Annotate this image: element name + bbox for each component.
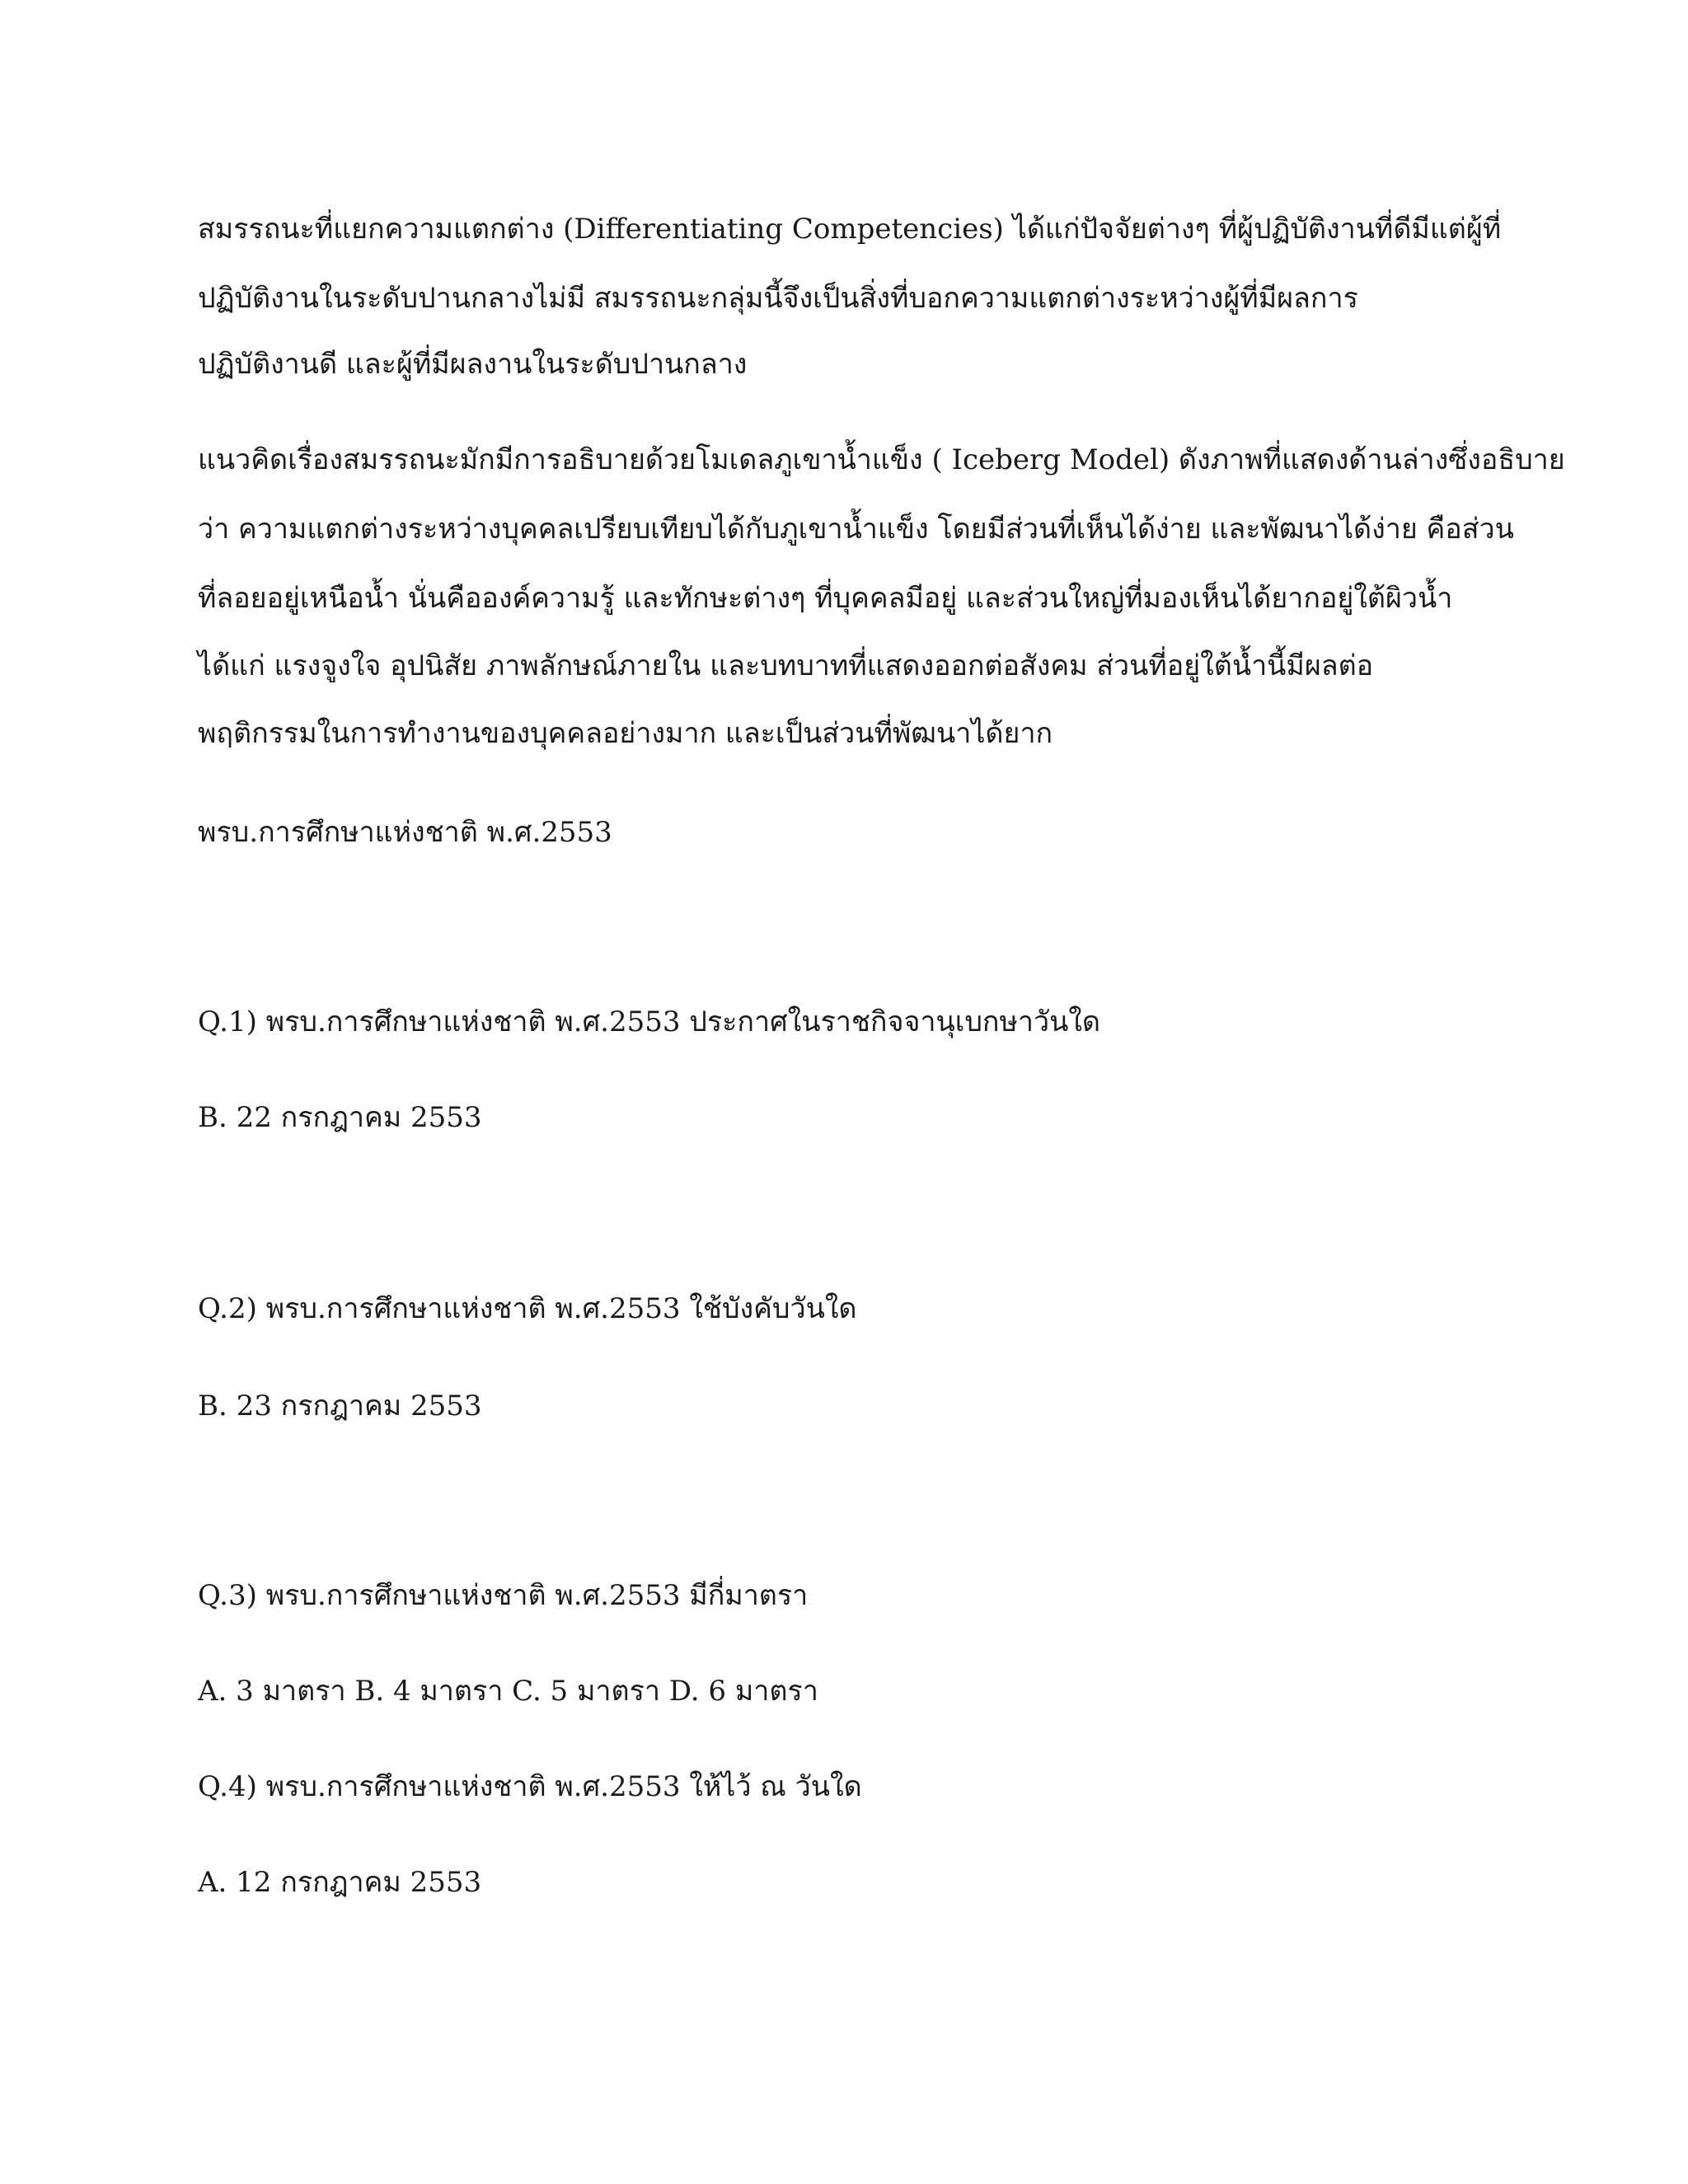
paragraph-1-line-3: ปฏิบัติงานดี และผู้ที่มีผลงานในระดับปานกลาง: [198, 348, 748, 381]
question-1: Q.1) พรบ.การศึกษาแห่งชาติ พ.ศ.2553 ประกาศในราชกิจจานุเบกษาวันใด: [198, 1005, 1101, 1038]
answer-3: A. 3 มาตรา B. 4 มาตรา C. 5 มาตรา D. 6 มาตรา: [198, 1675, 818, 1708]
paragraph-2-line-2: ว่า ความแตกต่างระหว่างบุคคลเปรียบเทียบได้กับภูเขาน้ำแข็ง โดยมีส่วนที่เห็นได้ง่าย และพัฒนาได้ง่าย คือส่วน: [198, 513, 1514, 546]
answer-1: B. 22 กรกฎาคม 2553: [198, 1101, 482, 1134]
question-3: Q.3) พรบ.การศึกษาแห่งชาติ พ.ศ.2553 มีกี่มาตรา: [198, 1579, 809, 1612]
paragraph-1-line-2: ปฏิบัติงานในระดับปานกลางไม่มี สมรรถนะกลุ่มนี้จึงเป็นสิ่งที่บอกความแตกต่างระหว่างผู้ที่มีผลการ: [198, 282, 1358, 315]
question-4: Q.4) พรบ.การศึกษาแห่งชาติ พ.ศ.2553 ให้ไว้ ณ วันใด: [198, 1770, 862, 1803]
paragraph-1-line-1: สมรรถนะที่แยกความแตกต่าง (Differentiating Competencies) ได้แก่ปัจจัยต่างๆ ที่ผู้ปฏิบัติงานที่ดีมีแต่ผู้ที่: [198, 213, 1502, 246]
paragraph-2-line-3: ที่ลอยอยู่เหนือน้ำ นั่นคือองค์ความรู้ และทักษะต่างๆ ที่บุคคลมีอยู่ และส่วนใหญ่ที่มองเห็นได้ยากอยู่ใต้ผิวน้ำ: [198, 582, 1453, 615]
paragraph-2-line-1: แนวคิดเรื่องสมรรถนะมักมีการอธิบายด้วยโมเดลภูเขาน้ำแข็ง ( Iceberg Model) ดังภาพที่แสดงด้านล่างซึ่งอธิบาย: [198, 443, 1565, 476]
question-2: Q.2) พรบ.การศึกษาแห่งชาติ พ.ศ.2553 ใช้บังคับวันใด: [198, 1292, 857, 1325]
paragraph-2-line-5: พฤติกรรมในการทำงานของบุคคลอย่างมาก และเป็นส่วนที่พัฒนาได้ยาก: [198, 717, 1053, 750]
paragraph-2-line-4: ได้แก่ แรงจูงใจ อุปนิสัย ภาพลักษณ์ภายใน และบทบาทที่แสดงออกต่อสังคม ส่วนที่อยู่ใต้น้ำนี้มีผลต่อ: [198, 649, 1374, 682]
answer-2: B. 23 กรกฎาคม 2553: [198, 1390, 482, 1422]
section-heading: พรบ.การศึกษาแห่งชาติ พ.ศ.2553: [198, 816, 612, 849]
answer-4: A. 12 กรกฎาคม 2553: [198, 1866, 482, 1899]
